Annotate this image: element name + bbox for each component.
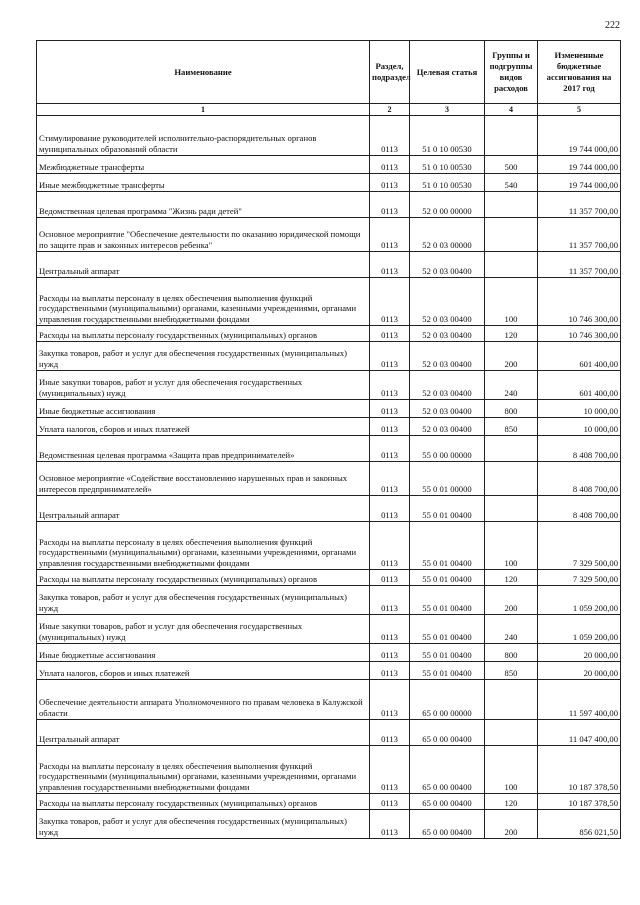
row-name: Иные бюджетные ассигнования (37, 644, 370, 662)
table-row (37, 326, 621, 342)
table-row (37, 662, 621, 680)
page-number: 222 (605, 20, 620, 31)
row-group: 120 (485, 570, 538, 586)
row-name: Основное мероприятие "Обеспечение деятельности по оказанию юридической помощи по защите прав и законных интересов ребенка" (37, 218, 370, 252)
row-article: 55 0 01 00000 (410, 462, 485, 496)
row-amount: 10 187 378,50 (538, 794, 621, 810)
row-group (485, 496, 538, 522)
row-group: 850 (485, 662, 538, 680)
row-section: 0113 (370, 252, 410, 278)
row-group (485, 680, 538, 720)
row-group: 100 (485, 746, 538, 794)
row-article: 65 0 00 00400 (410, 794, 485, 810)
row-name: Закупка товаров, работ и услуг для обеспечения государственных (муниципальных) нужд (37, 586, 370, 615)
row-amount: 10 000,00 (538, 418, 621, 436)
row-article: 52 0 03 00400 (410, 326, 485, 342)
header-article: Целевая статья (410, 41, 485, 104)
row-section: 0113 (370, 586, 410, 615)
row-amount: 11 357 700,00 (538, 192, 621, 218)
row-amount: 19 744 000,00 (538, 156, 621, 174)
header-number: 1 (37, 104, 370, 116)
row-article: 52 0 03 00400 (410, 371, 485, 400)
row-group: 100 (485, 522, 538, 570)
row-section: 0113 (370, 680, 410, 720)
row-group: 100 (485, 278, 538, 326)
row-name: Центральный аппарат (37, 496, 370, 522)
row-article: 55 0 01 00400 (410, 586, 485, 615)
row-article: 55 0 01 00400 (410, 662, 485, 680)
row-article: 55 0 00 00000 (410, 436, 485, 462)
row-article: 51 0 10 00530 (410, 156, 485, 174)
table-body (37, 116, 621, 839)
row-group: 200 (485, 586, 538, 615)
header-amount: Измененные бюджетные ассигнования на 2017 год (538, 41, 621, 104)
row-section: 0113 (370, 570, 410, 586)
row-name: Расходы на выплаты персоналу государственных (муниципальных) органов (37, 794, 370, 810)
row-article: 52 0 03 00400 (410, 400, 485, 418)
row-name: Расходы на выплаты персоналу в целях обеспечения выполнения функций государственными (муниципальными) органами, казенными учреждениями, органами управления государственными внебюджетными фондами (37, 746, 370, 794)
row-article: 55 0 01 00400 (410, 644, 485, 662)
table-row (37, 116, 621, 156)
row-amount: 7 329 500,00 (538, 522, 621, 570)
row-group (485, 116, 538, 156)
row-amount: 11 357 700,00 (538, 218, 621, 252)
table-row (37, 615, 621, 644)
row-article: 65 0 00 00400 (410, 720, 485, 746)
row-section: 0113 (370, 644, 410, 662)
row-name: Расходы на выплаты персоналу государственных (муниципальных) органов (37, 326, 370, 342)
row-group: 800 (485, 644, 538, 662)
row-section: 0113 (370, 218, 410, 252)
row-section: 0113 (370, 174, 410, 192)
row-name: Закупка товаров, работ и услуг для обеспечения государственных (муниципальных) нужд (37, 810, 370, 839)
table-row (37, 496, 621, 522)
row-group (485, 436, 538, 462)
row-group: 120 (485, 794, 538, 810)
table-row (37, 156, 621, 174)
table-row (37, 680, 621, 720)
row-group (485, 252, 538, 278)
header-name: Наименование (37, 41, 370, 104)
row-section: 0113 (370, 496, 410, 522)
row-article: 52 0 03 00400 (410, 342, 485, 371)
row-article: 52 0 03 00400 (410, 418, 485, 436)
row-amount: 7 329 500,00 (538, 570, 621, 586)
header-number: 5 (538, 104, 621, 116)
row-amount: 19 744 000,00 (538, 116, 621, 156)
row-amount: 10 187 378,50 (538, 746, 621, 794)
row-name: Ведомственная целевая программа "Жизнь ради детей" (37, 192, 370, 218)
row-article: 55 0 01 00400 (410, 522, 485, 570)
row-group: 540 (485, 174, 538, 192)
row-section: 0113 (370, 522, 410, 570)
table-row (37, 371, 621, 400)
row-section: 0113 (370, 192, 410, 218)
row-group: 200 (485, 342, 538, 371)
row-name: Основное мероприятие «Содействие восстановлению нарушенных прав и законных интересов предпринимателей» (37, 462, 370, 496)
table-row (37, 218, 621, 252)
row-group: 200 (485, 810, 538, 839)
table-row (37, 720, 621, 746)
row-group: 120 (485, 326, 538, 342)
row-group (485, 462, 538, 496)
row-article: 55 0 01 00400 (410, 496, 485, 522)
row-name: Уплата налогов, сборов и иных платежей (37, 662, 370, 680)
row-amount: 20 000,00 (538, 662, 621, 680)
table-row (37, 342, 621, 371)
row-name: Расходы на выплаты персоналу в целях обеспечения выполнения функций государственными (муниципальными) органами, казенными учреждениями, органами управления государственными внебюджетными фондами (37, 278, 370, 326)
row-amount: 11 597 400,00 (538, 680, 621, 720)
row-amount: 856 021,50 (538, 810, 621, 839)
row-group (485, 192, 538, 218)
row-article: 55 0 01 00400 (410, 615, 485, 644)
row-name: Ведомственная целевая программа «Защита прав предпринимателей» (37, 436, 370, 462)
row-article: 52 0 03 00400 (410, 252, 485, 278)
row-name: Центральный аппарат (37, 720, 370, 746)
row-article: 65 0 00 00400 (410, 810, 485, 839)
row-section: 0113 (370, 615, 410, 644)
row-name: Иные межбюджетные трансферты (37, 174, 370, 192)
row-amount: 10 746 300,00 (538, 326, 621, 342)
table-row (37, 746, 621, 794)
header-section: Раздел, подраздел (370, 41, 410, 104)
table-row (37, 192, 621, 218)
row-amount: 11 047 400,00 (538, 720, 621, 746)
table-row (37, 174, 621, 192)
table-row (37, 462, 621, 496)
header-group: Группы и подгруппы видов расходов (485, 41, 538, 104)
row-section: 0113 (370, 746, 410, 794)
row-section: 0113 (370, 342, 410, 371)
table-row (37, 278, 621, 326)
row-amount: 19 744 000,00 (538, 174, 621, 192)
header-number: 3 (410, 104, 485, 116)
row-name: Расходы на выплаты персоналу государственных (муниципальных) органов (37, 570, 370, 586)
header-number: 4 (485, 104, 538, 116)
row-name: Иные бюджетные ассигнования (37, 400, 370, 418)
row-section: 0113 (370, 156, 410, 174)
table-header-row (37, 41, 621, 104)
row-amount: 1 059 200,00 (538, 586, 621, 615)
row-group: 850 (485, 418, 538, 436)
row-amount: 11 357 700,00 (538, 252, 621, 278)
row-section: 0113 (370, 371, 410, 400)
row-name: Межбюджетные трансферты (37, 156, 370, 174)
row-name: Иные закупки товаров, работ и услуг для обеспечения государственных (муниципальных) нужд (37, 615, 370, 644)
table-row (37, 810, 621, 839)
row-name: Стимулирование руководителей исполнительно-распорядительных органов муниципальных образований области (37, 116, 370, 156)
row-amount: 20 000,00 (538, 644, 621, 662)
row-group: 800 (485, 400, 538, 418)
row-section: 0113 (370, 810, 410, 839)
table-row (37, 522, 621, 570)
row-section: 0113 (370, 278, 410, 326)
row-section: 0113 (370, 400, 410, 418)
row-amount: 601 400,00 (538, 371, 621, 400)
row-article: 51 0 10 00530 (410, 116, 485, 156)
table-row (37, 252, 621, 278)
table-row (37, 418, 621, 436)
row-amount: 8 408 700,00 (538, 496, 621, 522)
row-section: 0113 (370, 436, 410, 462)
table-number-row (37, 104, 621, 116)
row-section: 0113 (370, 418, 410, 436)
row-group (485, 720, 538, 746)
row-amount: 8 408 700,00 (538, 436, 621, 462)
row-article: 52 0 03 00000 (410, 218, 485, 252)
row-section: 0113 (370, 720, 410, 746)
row-amount: 601 400,00 (538, 342, 621, 371)
row-name: Центральный аппарат (37, 252, 370, 278)
table-row (37, 436, 621, 462)
row-group (485, 218, 538, 252)
budget-table (36, 40, 621, 839)
row-article: 65 0 00 00400 (410, 746, 485, 794)
header-number: 2 (370, 104, 410, 116)
table-row (37, 586, 621, 615)
row-name: Иные закупки товаров, работ и услуг для обеспечения государственных (муниципальных) нужд (37, 371, 370, 400)
row-section: 0113 (370, 794, 410, 810)
table-row (37, 644, 621, 662)
row-amount: 1 059 200,00 (538, 615, 621, 644)
row-section: 0113 (370, 462, 410, 496)
table-row (37, 794, 621, 810)
row-article: 52 0 03 00400 (410, 278, 485, 326)
row-article: 55 0 01 00400 (410, 570, 485, 586)
row-group: 500 (485, 156, 538, 174)
row-article: 65 0 00 00000 (410, 680, 485, 720)
row-name: Закупка товаров, работ и услуг для обеспечения государственных (муниципальных) нужд (37, 342, 370, 371)
row-amount: 10 000,00 (538, 400, 621, 418)
row-group: 240 (485, 371, 538, 400)
row-section: 0113 (370, 662, 410, 680)
row-amount: 8 408 700,00 (538, 462, 621, 496)
row-section: 0113 (370, 326, 410, 342)
row-group: 240 (485, 615, 538, 644)
table-row (37, 400, 621, 418)
row-name: Расходы на выплаты персоналу в целях обеспечения выполнения функций государственными (муниципальными) органами, казенными учреждениями, органами управления государственными внебюджетными фондами (37, 522, 370, 570)
row-amount: 10 746 300,00 (538, 278, 621, 326)
row-article: 52 0 00 00000 (410, 192, 485, 218)
row-article: 51 0 10 00530 (410, 174, 485, 192)
table-row (37, 570, 621, 586)
row-name: Обеспечение деятельности аппарата Уполномоченного по правам человека в Калужской области (37, 680, 370, 720)
row-section: 0113 (370, 116, 410, 156)
row-name: Уплата налогов, сборов и иных платежей (37, 418, 370, 436)
